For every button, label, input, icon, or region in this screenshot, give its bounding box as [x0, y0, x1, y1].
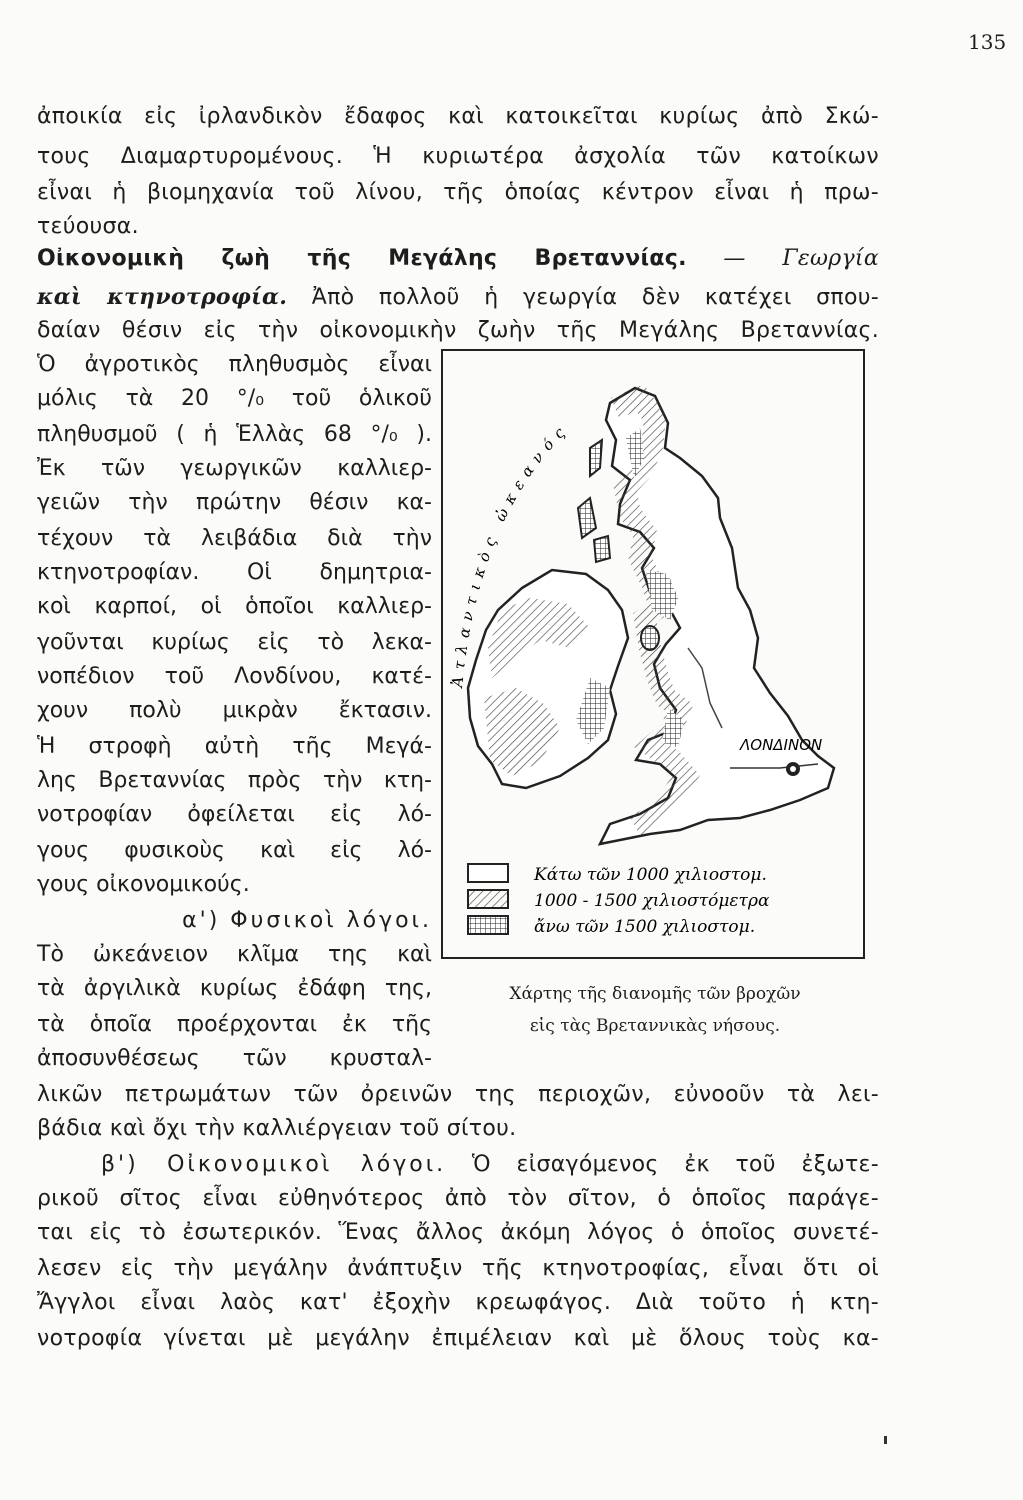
hebrides-island [590, 440, 602, 476]
text-line: δαίαν θέσιν εἰς τὴν οἰκονομικὴν ζωὴν τῆς Μεγάλης Βρεταννίας. [37, 318, 879, 343]
legend-label: Κάτω τῶν 1000 χιλιοστομ. [534, 865, 767, 885]
text-line: λης Βρεταννίας πρὸς τὴν κτη- [37, 768, 432, 793]
map-caption: εἰς τὰς Βρεταννικὰς νήσους. [529, 1016, 781, 1036]
map-legend [468, 864, 770, 937]
text-line: νοπέδιον τοῦ Λονδίνου, κατέ- [37, 664, 432, 689]
text-line: ἀποικία εἰς ἰρλανδικὸν ἔδαφος καὶ κατοικεῖται κυρίως ἀπὸ Σκώ- [37, 104, 879, 129]
legend-swatch-high [468, 916, 508, 934]
ocean-label: Ἀτλαντικὸς ὠκεανός [448, 418, 574, 689]
text-line: γους οἰκονομικούς. [37, 872, 250, 897]
hebrides-island [578, 498, 596, 538]
text-line: τεύουσα. [37, 214, 139, 239]
text-line: Ὁ ἀγροτικὸς πληθυσμὸς εἶναι [37, 352, 432, 377]
text-line: νοτροφία γίνεται μὲ μεγάλην ἐπιμέλειαν καὶ μὲ ὅλους τοὺς κα- [37, 1326, 879, 1351]
subhead-b: β') Οἰκονομικοὶ λόγοι. [101, 1152, 447, 1177]
text-line: κοὶ καρποί, οἱ ὁποῖοι καλλιερ- [37, 594, 432, 619]
text-line: ἀποσυνθέσεως τῶν κρυσταλ- [37, 1046, 432, 1071]
text-line: χουν πολὺ μικρὰν ἔκτασιν. [37, 698, 432, 723]
legend-swatch-mid [468, 890, 508, 908]
text-line: γους φυσικοὺς καὶ εἰς λό- [37, 838, 432, 863]
legend-swatch-low [468, 864, 508, 882]
text-span: Ἀπὸ πολλοῦ ἡ γεωργία δὲν κατέχει σπου- [287, 285, 880, 310]
text-line: πληθυσμοῦ ( ἡ Ἑλλὰς 68 °/₀ ). [37, 422, 432, 447]
ink-mark [884, 1436, 887, 1444]
text-line: μόλις τὰ 20 °/₀ τοῦ ὁλικοῦ [37, 386, 432, 411]
text-line: ρικοῦ σῖτος εἶναι εὐθηνότερος ἀπὸ τὸν σῖτον, ὁ ὁποῖος παράγε- [37, 1186, 879, 1211]
section-heading-line [37, 244, 879, 274]
isle-of-man [641, 626, 659, 650]
subtitle: καὶ κτηνοτροφία. [37, 284, 288, 310]
text-line [37, 1150, 879, 1180]
ireland-landmass [468, 570, 628, 788]
text-line: τέχουν τὰ λειβάδια διὰ τὴν [37, 526, 432, 551]
text-line: λικῶν πετρωμάτων τῶν ὀρεινῶν της περιοχῶν, εὐνοοῦν τὰ λει- [37, 1082, 879, 1107]
text-line: βάδια καὶ ὄχι τὴν καλλιέργειαν τοῦ σίτου. [37, 1116, 517, 1141]
city-label: ΛΟΝΔΙΝΟΝ [740, 736, 823, 754]
text-line: τους Διαμαρτυρομένους. Ἡ κυριωτέρα ἀσχολία τῶν κατοίκων [37, 144, 879, 169]
legend-label: ἄνω τῶν 1500 χιλιοστομ. [534, 917, 756, 937]
london-marker [790, 766, 796, 772]
legend-label: 1000 - 1500 χιλιοστόμετρα [534, 891, 770, 911]
text-line: γειῶν τὴν πρώτην θέσιν κα- [37, 490, 432, 515]
subtitle-dash: — Γεωργία [686, 246, 879, 271]
text-line: τὰ ἀργιλικὰ κυρίως ἐδάφη της, [37, 976, 432, 1001]
text-line: ται εἰς τὸ ἐσωτερικόν. Ἕνας ἄλλος ἀκόμη λόγος ὁ ὁποῖος συνετέ- [37, 1220, 879, 1245]
map-caption: Χάρτης τῆς διανομῆς τῶν βροχῶν [509, 984, 801, 1004]
text-line: εἶναι ἡ βιομηχανία τοῦ λίνου, τῆς ὁποίας κέντρον εἶναι ἡ πρω- [37, 180, 879, 205]
text-line: Ἐκ τῶν γεωργικῶν καλλιερ- [37, 456, 432, 481]
text-line: κτηνοτροφίαν. Οἱ δημητρια- [37, 560, 432, 585]
text-line: γοῦνται κυρίως εἰς τὸ λεκα- [37, 630, 432, 655]
text-line: τὰ ὁποῖα προέρχονται ἐκ τῆς [37, 1012, 432, 1037]
text-span: Ὁ εἰσαγόμενος ἐκ τοῦ ἐξωτε- [446, 1152, 879, 1177]
subhead-a: α') Φυσικοὶ λόγοι. [182, 908, 432, 933]
rainfall-map [440, 348, 866, 960]
text-line: νοτροφίαν ὀφείλεται εἰς λό- [37, 802, 432, 827]
page-number: 135 [968, 30, 1007, 54]
text-line [37, 282, 879, 313]
section-heading: Οἰκονομικὴ ζωὴ τῆς Μεγάλης Βρεταννίας. [37, 246, 687, 271]
great-britain-landmass [600, 388, 834, 844]
text-line: Ἄγγλοι εἶναι λαὸς κατ' ἐξοχὴν κρεωφάγος. Διὰ τοῦτο ἡ κτη- [37, 1290, 879, 1315]
text-line: λεσεν εἰς τὴν μεγάλην ἀνάπτυξιν τῆς κτηνοτροφίας, εἶναι ὅτι οἱ [37, 1256, 879, 1281]
text-line: Τὸ ὠκεάνειον κλῖμα της καὶ [37, 942, 432, 967]
text-line: Ἡ στροφὴ αὐτὴ τῆς Μεγά- [37, 734, 432, 759]
hebrides-island [594, 536, 610, 562]
